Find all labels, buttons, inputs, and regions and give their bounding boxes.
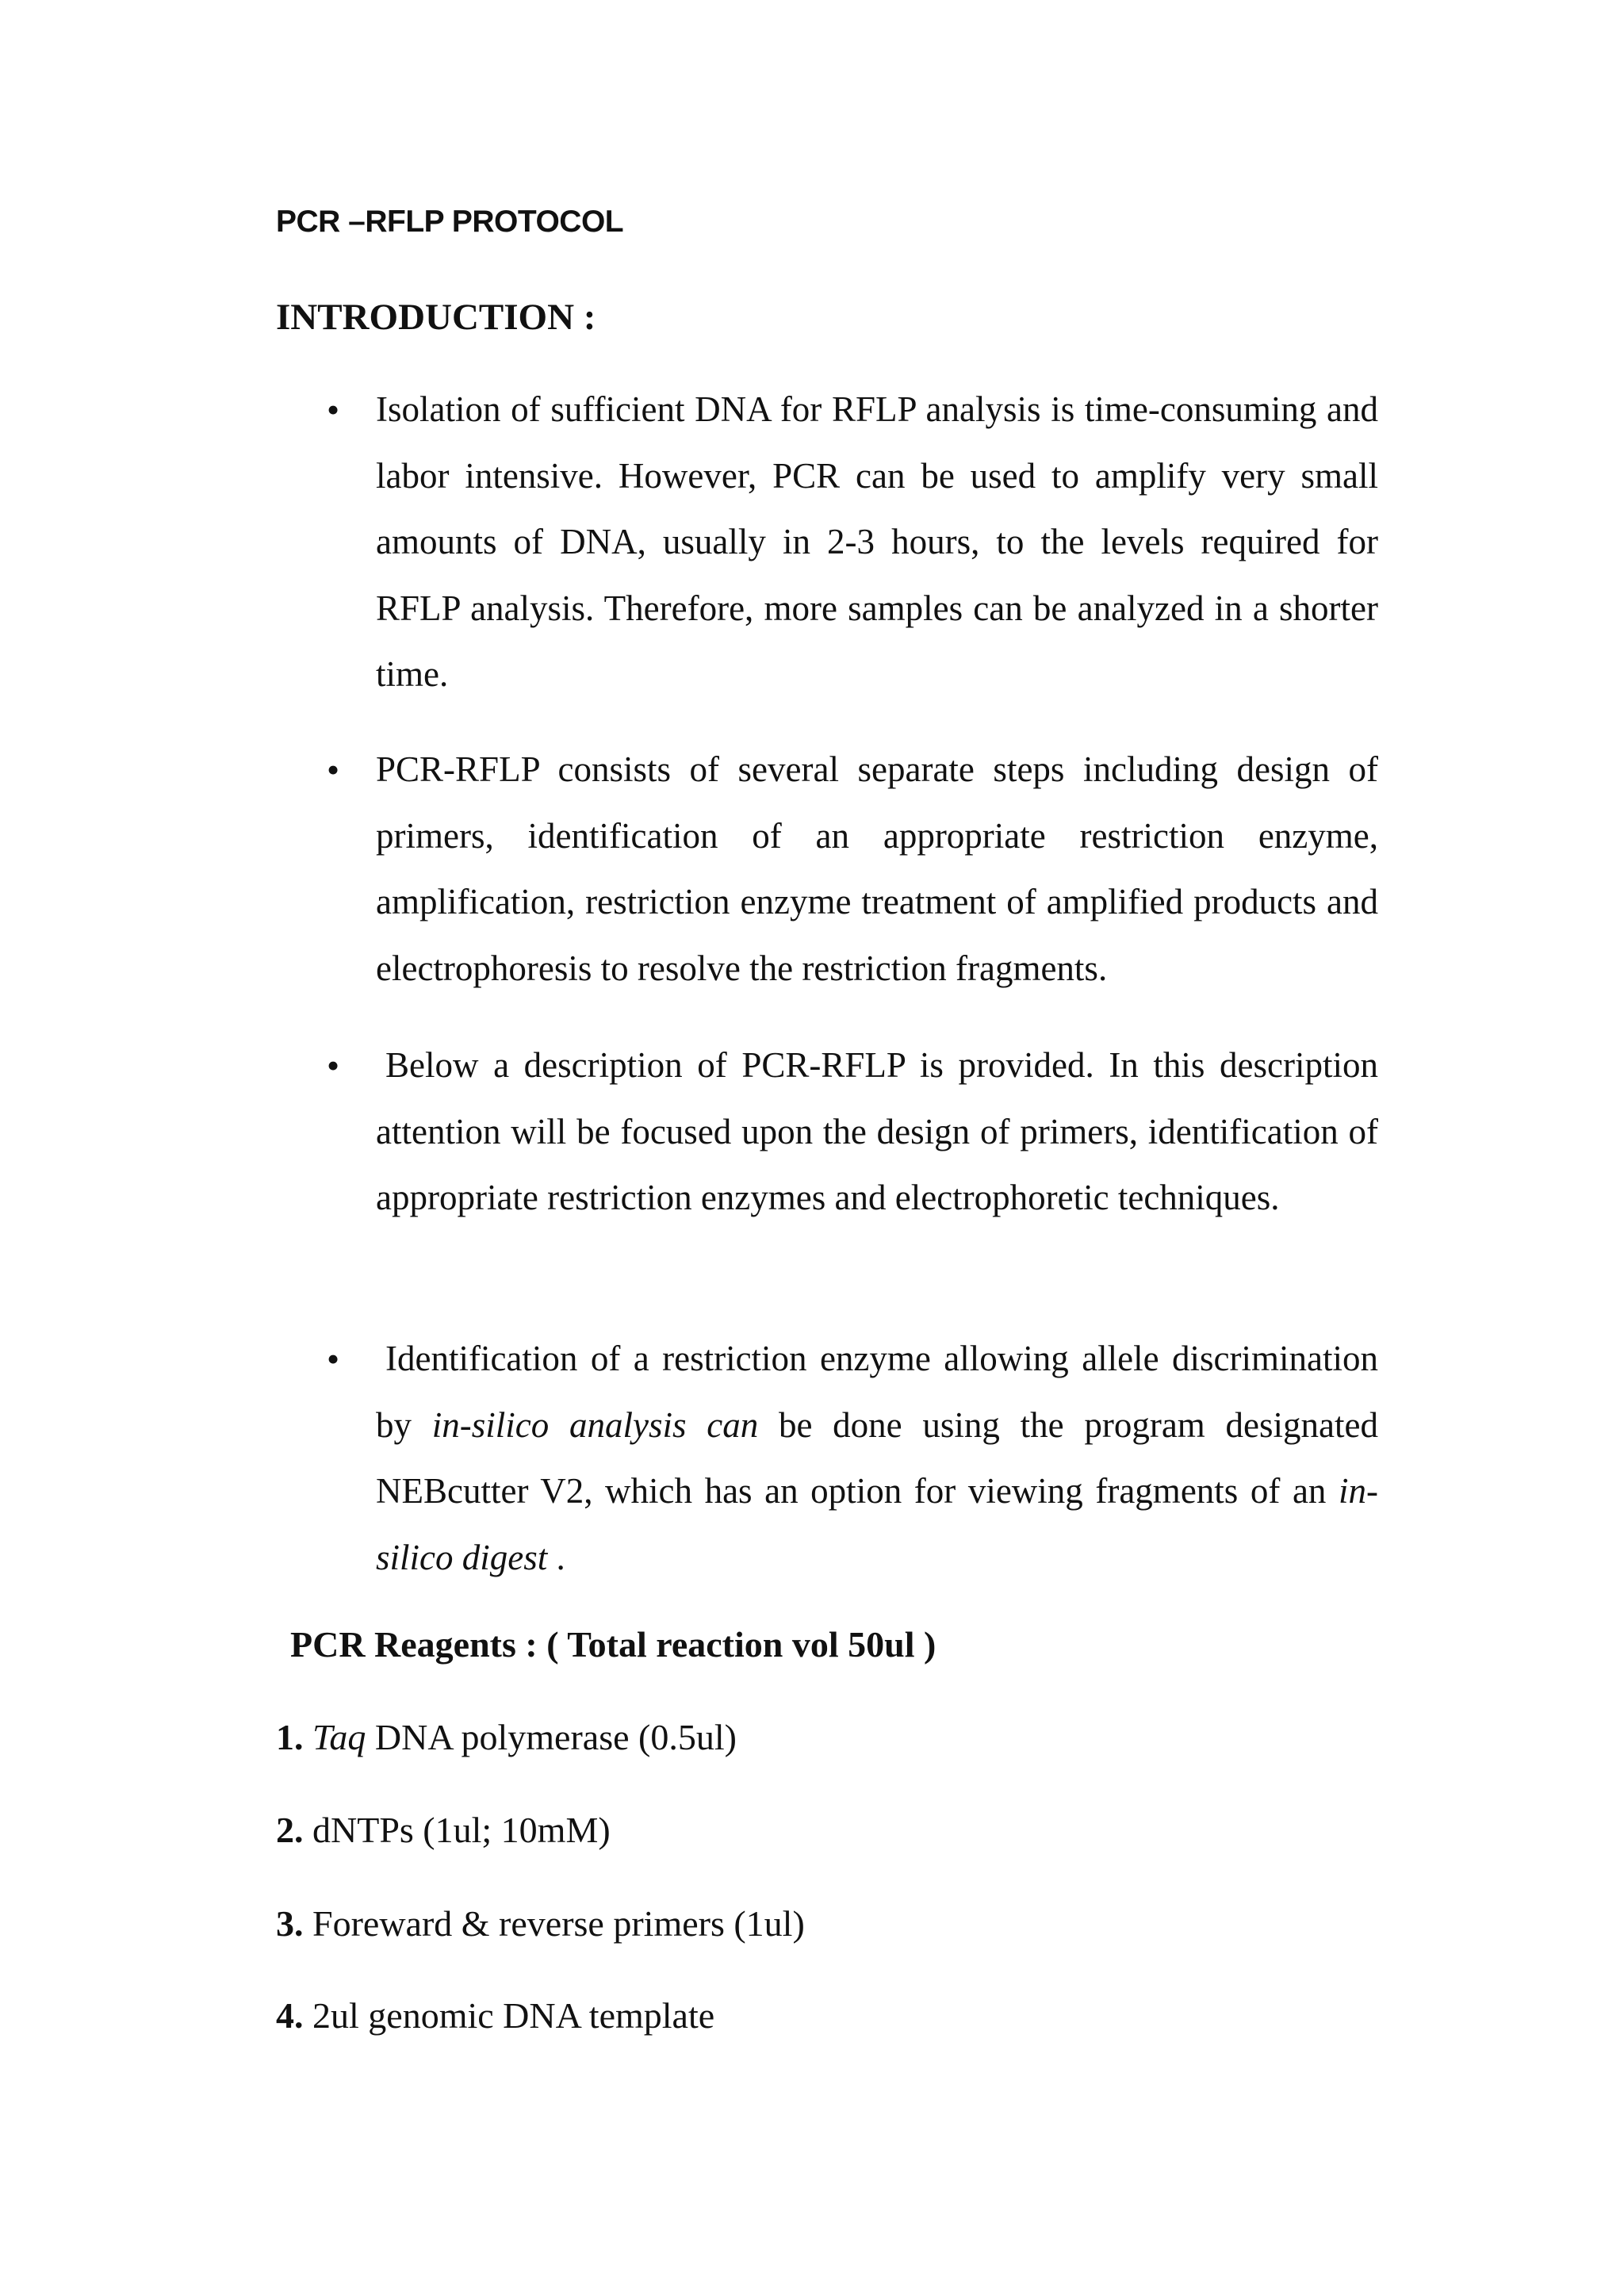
bullet-text-italic: in-silico digest xyxy=(376,1471,1378,1577)
bullet-text-part: . xyxy=(547,1537,565,1577)
introduction-heading: INTRODUCTION : xyxy=(276,297,596,338)
reagent-item xyxy=(276,1992,714,2040)
bullet-text-part: be done using the program designated NEBcutter V2, which has an option for viewing fragments of an xyxy=(376,1404,1378,1511)
bullet-icon: • xyxy=(327,1045,340,1086)
bullet-icon: • xyxy=(327,1339,340,1379)
reagent-number: 3. xyxy=(276,1903,304,1944)
document-title: PCR –RFLP PROTOCOL xyxy=(276,205,624,239)
bullet-text xyxy=(376,1326,1378,1591)
reagents-heading: PCR Reagents : ( Total reaction vol 50ul ) xyxy=(290,1624,936,1665)
bullet-text: Below a description of PCR-RFLP is provided. In this description attention will be focused upon the design of primers, identification of appropriate restriction enzymes and electrophoretic techniques. xyxy=(376,1045,1378,1217)
reagent-item xyxy=(276,1714,737,1761)
reagent-text: Foreward & reverse primers (1ul) xyxy=(303,1903,805,1944)
reagent-number: 2. xyxy=(276,1810,304,1850)
reagent-item xyxy=(276,1806,611,1854)
reagent-italic: Taq xyxy=(312,1717,366,1757)
reagent-text: 2ul genomic DNA template xyxy=(303,1995,715,2036)
bullet-icon: • xyxy=(327,749,340,790)
reagent-item xyxy=(276,1900,805,1948)
reagent-text: DNA polymerase (0.5ul) xyxy=(366,1717,737,1757)
bullet-text: Isolation of sufficient DNA for RFLP analysis is time-consuming and labor intensive. However, PCR can be used to amplify very small amounts of DNA, usually in 2-3 hours, to the levels required for RFLP analysis. Therefore, more samples can be analyzed in a shorter time. xyxy=(376,389,1378,694)
reagent-text: dNTPs (1ul; 10mM) xyxy=(303,1810,611,1850)
bullet-icon: • xyxy=(327,389,340,430)
bullet-text-part: Identification of a restriction enzyme allowing allele discrimination by xyxy=(376,1339,1378,1445)
reagent-number: 4. xyxy=(276,1995,304,2036)
reagent-number: 1. xyxy=(276,1717,304,1757)
bullet-text: PCR-RFLP consists of several separate steps including design of primers, identification of an appropriate restriction enzyme, amplification, restriction enzyme treatment of amplified products and electrophoresis to resolve the restriction fragments. xyxy=(376,749,1378,988)
bullet-text-italic: in-silico analysis can xyxy=(431,1404,759,1445)
